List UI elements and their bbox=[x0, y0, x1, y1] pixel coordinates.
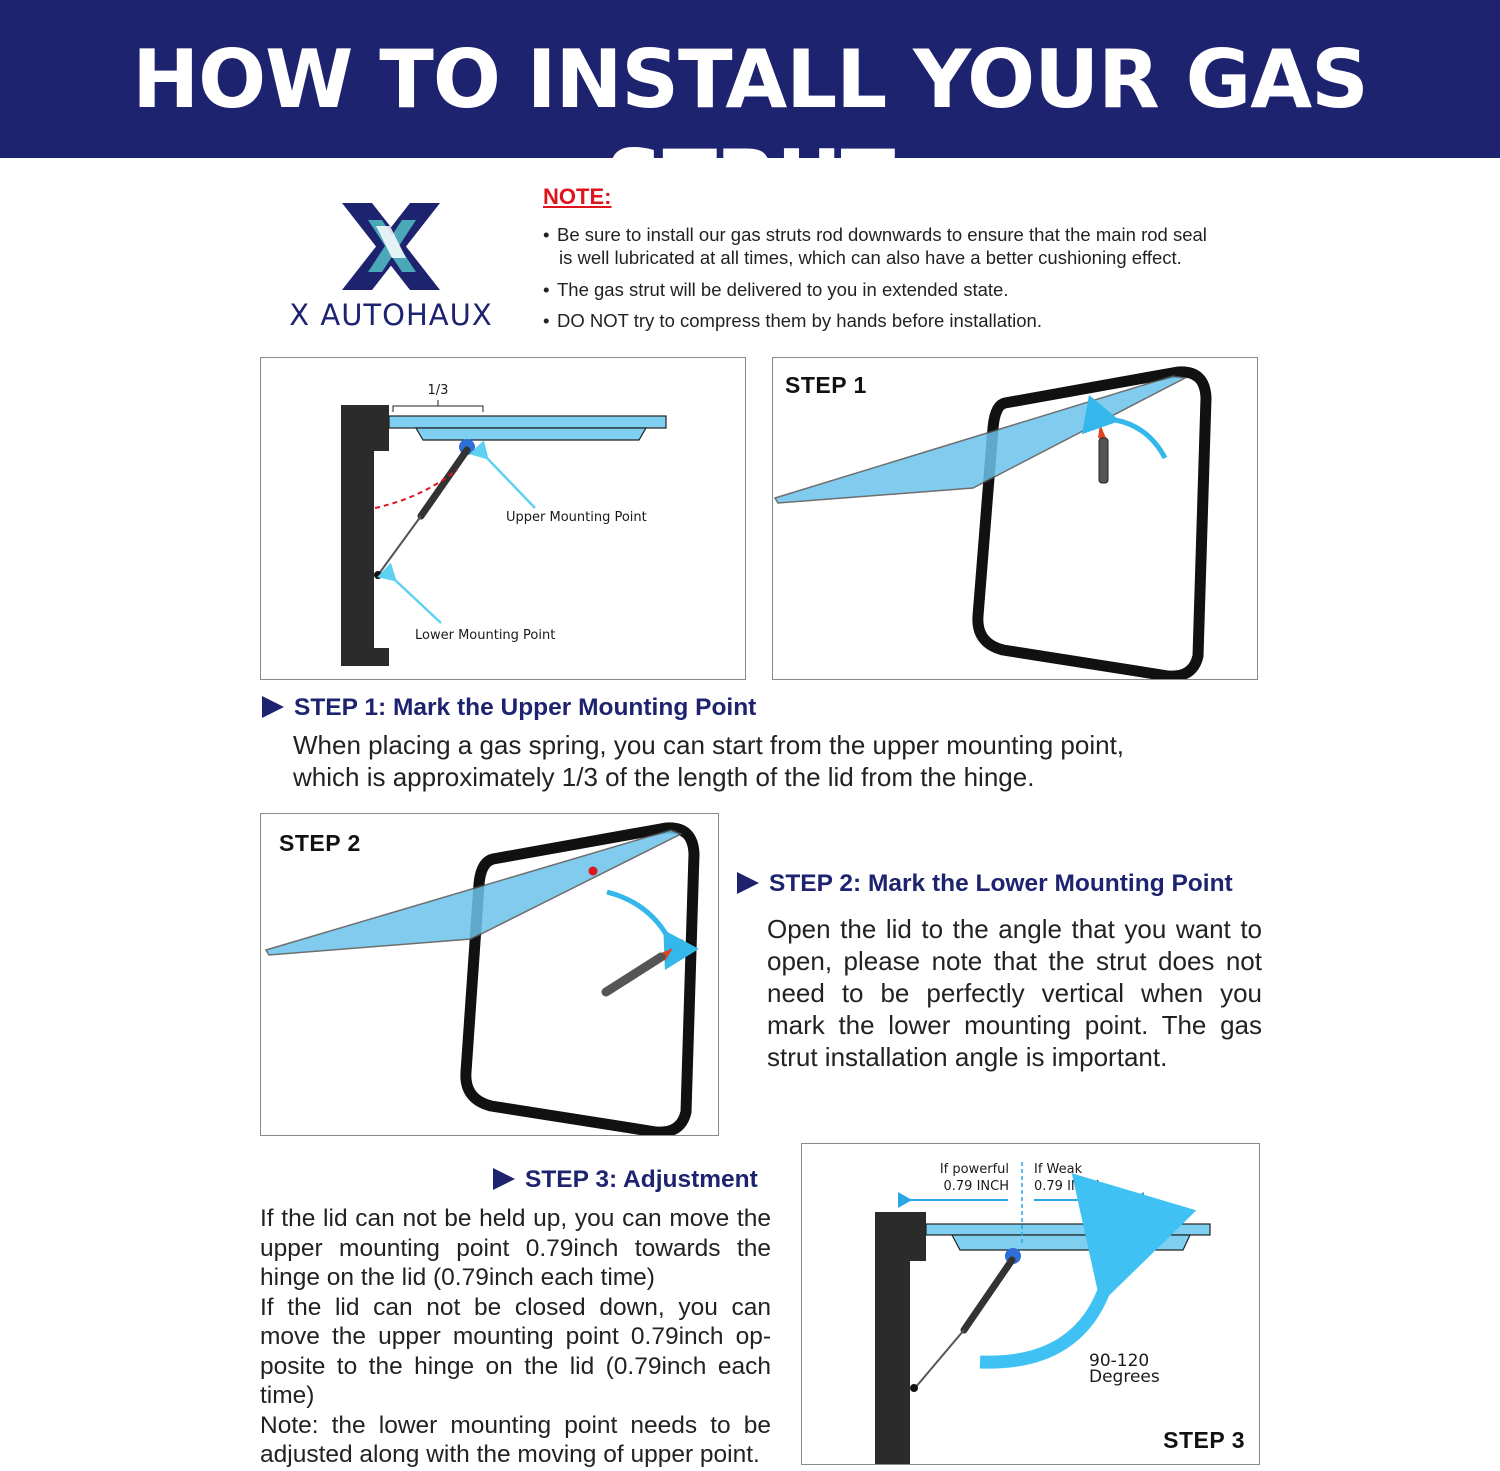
step3-paragraph: Note: the lower mounting point needs to be adjusted along with the moving of upper point. bbox=[260, 1411, 771, 1468]
step2-panel-label: STEP 2 bbox=[279, 830, 361, 856]
step3-heading-text: STEP 3: Adjustment bbox=[525, 1166, 758, 1193]
note-item-text-cont: is well lubricated at all times, which can also have a better cushioning effect. bbox=[559, 247, 1182, 268]
angle-range: 90-120 bbox=[1089, 1351, 1150, 1371]
step2-image-panel bbox=[260, 813, 719, 1136]
step3-paragraph: If the lid can not be held up, you can move the upper mounting point 0.79inch towards the hinge on the lid (0.79inch each time) bbox=[260, 1205, 771, 1291]
step3-body bbox=[260, 1204, 771, 1470]
step1-figure bbox=[773, 358, 1258, 680]
powerful-label: If powerful bbox=[939, 1162, 1009, 1177]
weak-distance: 0.79 INCH bbox=[1034, 1179, 1100, 1194]
note-title: NOTE: bbox=[543, 184, 612, 209]
step1-image-panel bbox=[772, 357, 1258, 680]
note-item: • The gas strut will be delivered to you in extended state. bbox=[543, 279, 1009, 300]
note-section bbox=[543, 184, 1273, 331]
weak-label: If Weak bbox=[1034, 1162, 1083, 1177]
step2-heading-text: STEP 2: Mark the Lower Mounting Point bbox=[769, 870, 1233, 897]
step3-heading bbox=[493, 1166, 758, 1194]
step1-line: which is approximately 1/3 of the length of the lid from the hinge. bbox=[293, 762, 1035, 792]
page-title: HOW TO INSTALL YOUR GAS STRUT bbox=[132, 33, 1368, 226]
play-triangle-icon bbox=[493, 1168, 515, 1190]
step3-paragraph: If the lid can not be closed down, you can move the upper mounting point 0.79inch op-posite to the hinge on the lid (0.79inch each time) bbox=[260, 1293, 771, 1409]
step2-figure bbox=[261, 814, 719, 1136]
lower-mounting-point-label: Lower Mounting Point bbox=[415, 628, 556, 643]
step1-heading bbox=[262, 694, 756, 722]
step1-panel-label: STEP 1 bbox=[785, 372, 867, 398]
note-item: • Be sure to install our gas struts rod downwards to ensure that the main rod seal is well lubricated at all times, which can also have a better cushioning effect. bbox=[543, 223, 1273, 269]
step3-image-panel bbox=[801, 1143, 1260, 1465]
angle-unit: Degrees bbox=[1089, 1367, 1160, 1387]
step1-line: When placing a gas spring, you can start from the upper mounting point, bbox=[293, 730, 1125, 760]
mounting-points-diagram bbox=[260, 357, 746, 680]
step3-panel-label: STEP 3 bbox=[1163, 1427, 1245, 1453]
brand-logo bbox=[256, 198, 526, 338]
upper-mounting-point-label: Upper Mounting Point bbox=[506, 510, 647, 525]
note-item-text: The gas strut will be delivered to you in extended state. bbox=[557, 279, 1009, 300]
note-item-text: DO NOT try to compress them by hands before installation. bbox=[557, 310, 1042, 331]
fraction-label: 1/3 bbox=[427, 383, 449, 398]
mounting-diagram-figure bbox=[261, 358, 746, 680]
note-item: • DO NOT try to compress them by hands before installation. bbox=[543, 310, 1042, 331]
powerful-distance: 0.79 INCH bbox=[943, 1179, 1009, 1194]
x-logo-icon bbox=[256, 198, 526, 298]
step1-body bbox=[293, 729, 1253, 793]
step2-heading bbox=[737, 870, 1233, 898]
note-item-text: Be sure to install our gas struts rod downwards to ensure that the main rod seal bbox=[557, 224, 1207, 245]
play-triangle-icon bbox=[737, 872, 759, 894]
step1-heading-text: STEP 1: Mark the Upper Mounting Point bbox=[294, 694, 757, 721]
brand-name: X AUTOHAUX bbox=[289, 298, 493, 332]
step3-figure bbox=[802, 1144, 1260, 1465]
play-triangle-icon bbox=[262, 696, 284, 718]
step2-body: Open the lid to the angle that you want to open, please note that the strut does not need to be perfectly vertical when you mark the lower mounting point. The gas strut installation angle is important. bbox=[767, 914, 1262, 1072]
